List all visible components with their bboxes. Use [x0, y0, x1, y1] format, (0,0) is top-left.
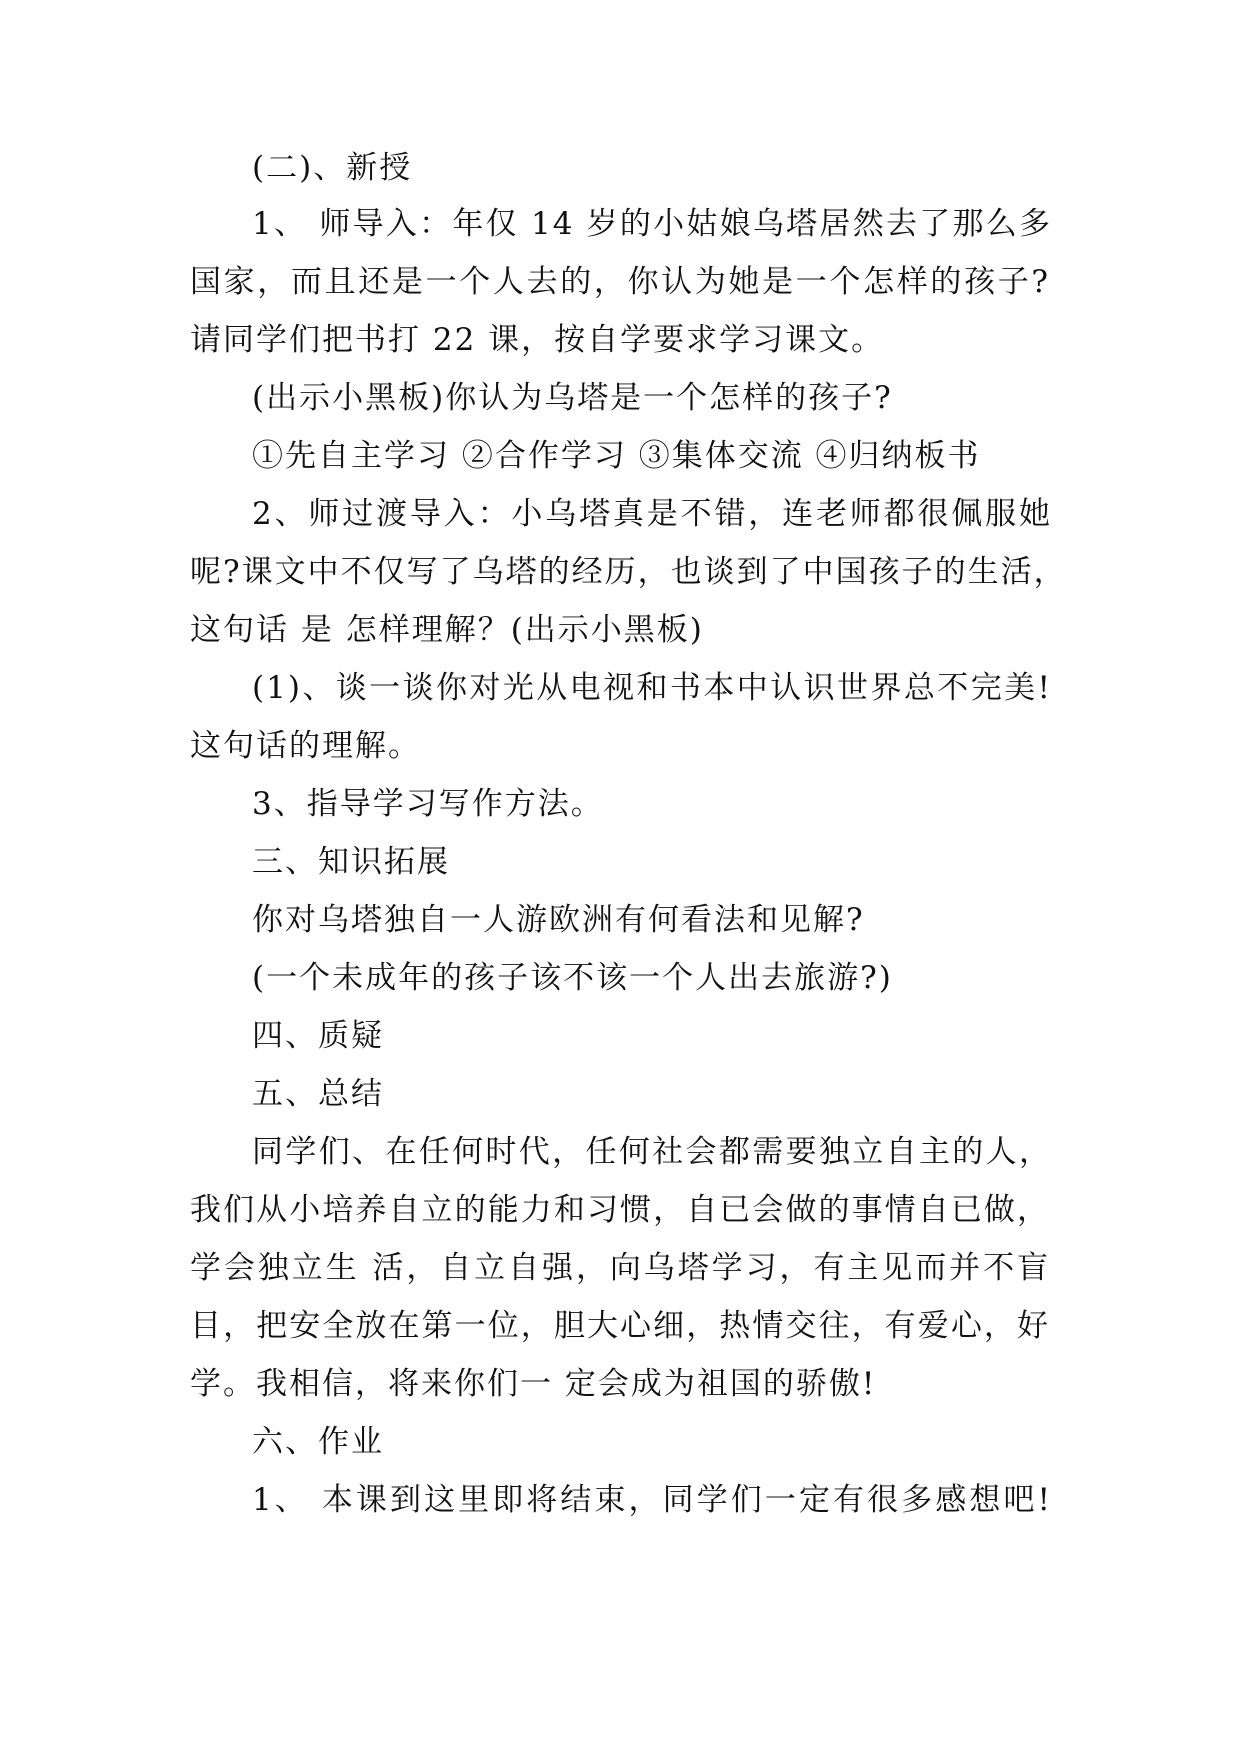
- section-heading-homework: 六、作业: [252, 1424, 384, 1460]
- paragraph-line: 目，把安全放在第一位，胆大心细，热情交往，有爱心，好: [190, 1308, 1050, 1344]
- paragraph-line: 1、 师导入：年仅 14 岁的小姑娘乌塔居然去了那么多: [252, 206, 1052, 242]
- paragraph-line: (出示小黑板)你认为乌塔是一个怎样的孩子?: [252, 380, 893, 416]
- paragraph-line: 我们从小培养自立的能力和习惯，自已会做的事情自已做，: [190, 1192, 1050, 1228]
- section-heading-summary: 五、总结: [252, 1076, 384, 1112]
- section-heading-new-lesson: (二)、新授: [252, 150, 413, 186]
- paragraph-line: 学。我相信，将来你们一 定会成为祖国的骄傲!: [190, 1366, 877, 1402]
- paragraph-line: 学会独立生 活，自立自强，向乌塔学习，有主见而并不盲: [190, 1250, 1050, 1286]
- section-heading-knowledge-extension: 三、知识拓展: [252, 844, 450, 880]
- paragraph-line: 呢?课文中不仅写了乌塔的经历，也谈到了中国孩子的生活，: [190, 554, 1067, 590]
- paragraph-line: (1)、谈一谈你对光从电视和书本中认识世界总不完美!: [252, 670, 1052, 706]
- paragraph-line: 你对乌塔独自一人游欧洲有何看法和见解?: [252, 902, 865, 938]
- paragraph-line: 这句话 是 怎样理解？(出示小黑板): [190, 612, 704, 648]
- paragraph-line: 请同学们把书打 22 课，按自学要求学习课文。: [190, 322, 885, 358]
- paragraph-line: 1、 本课到这里即将结束，同学们一定有很多感想吧!: [252, 1482, 1052, 1518]
- paragraph-line: 这句话的理解。: [190, 728, 421, 764]
- paragraph-line: 2、师过渡导入：小乌塔真是不错，连老师都很佩服她: [252, 496, 1052, 532]
- paragraph-line: 3、指导学习写作方法。: [252, 786, 604, 822]
- section-heading-questions: 四、质疑: [252, 1018, 384, 1054]
- paragraph-line: ①先自主学习 ②合作学习 ③集体交流 ④归纳板书: [252, 438, 981, 474]
- paragraph-line: 国家，而且还是一个人去的，你认为她是一个怎样的孩子?: [190, 264, 1050, 300]
- paragraph-line: 同学们、在任何时代，任何社会都需要独立自主的人，: [252, 1134, 1052, 1170]
- paragraph-line: (一个未成年的孩子该不该一个人出去旅游?): [252, 960, 893, 996]
